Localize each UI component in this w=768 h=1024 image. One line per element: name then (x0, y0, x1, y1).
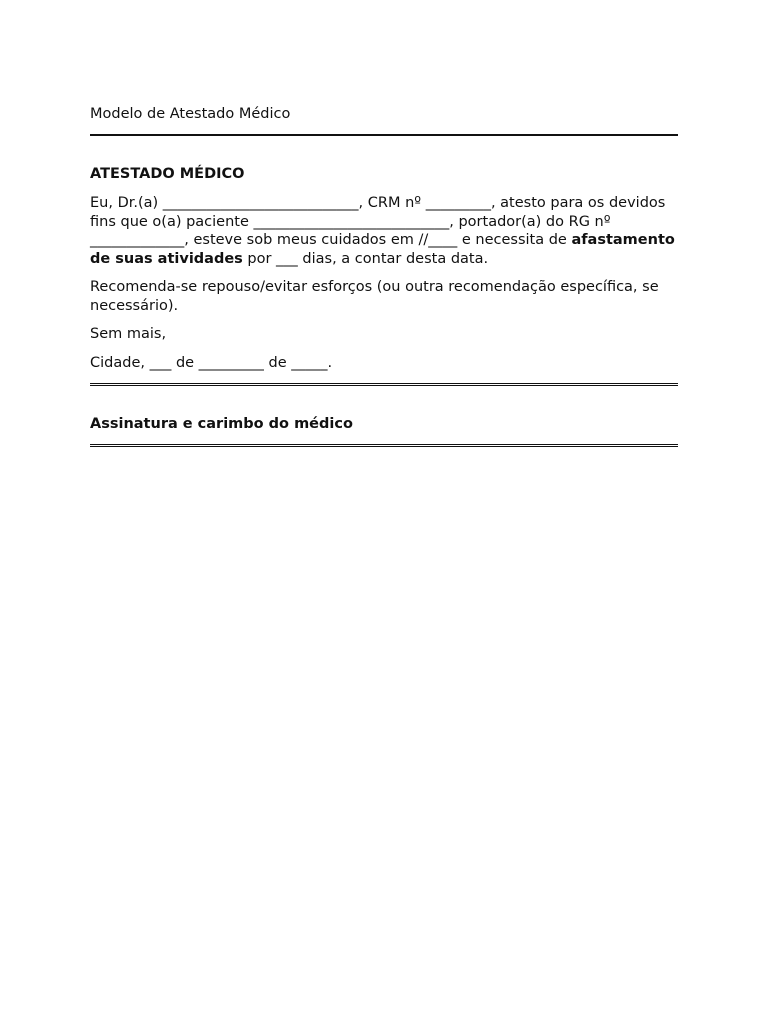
document-heading: ATESTADO MÉDICO (90, 166, 245, 182)
paragraph-closing: Sem mais, (90, 326, 167, 342)
signature-divider-bottom (90, 444, 678, 447)
paragraph-recommendation: Recomenda-se repouso/evitar esforços (ou outra recomendação específica, se necessário). (90, 279, 659, 314)
paragraph-declaration (90, 194, 678, 268)
paragraph-declaration-end: por ___ dias, a contar desta data. (242, 250, 489, 267)
header-divider (90, 134, 678, 136)
document-header-title: Modelo de Atestado Médico (90, 106, 291, 122)
paragraph-declaration-start: Eu, Dr.(a) ___________________________, CRM nº _________, atesto para os devidos fins que o(a) paciente ___________________________, portador(a) do RG nº _____________, esteve sob meus cuidados em //____ e necessita de (90, 195, 666, 248)
signature-label: Assinatura e carimbo do médico (90, 416, 353, 432)
document-page (90, 104, 678, 447)
signature-divider-top (90, 383, 678, 386)
paragraph-declaration-bold: afastamento de suas atividades (90, 232, 675, 267)
paragraph-city-date: Cidade, ___ de _________ de _____. (90, 354, 333, 371)
